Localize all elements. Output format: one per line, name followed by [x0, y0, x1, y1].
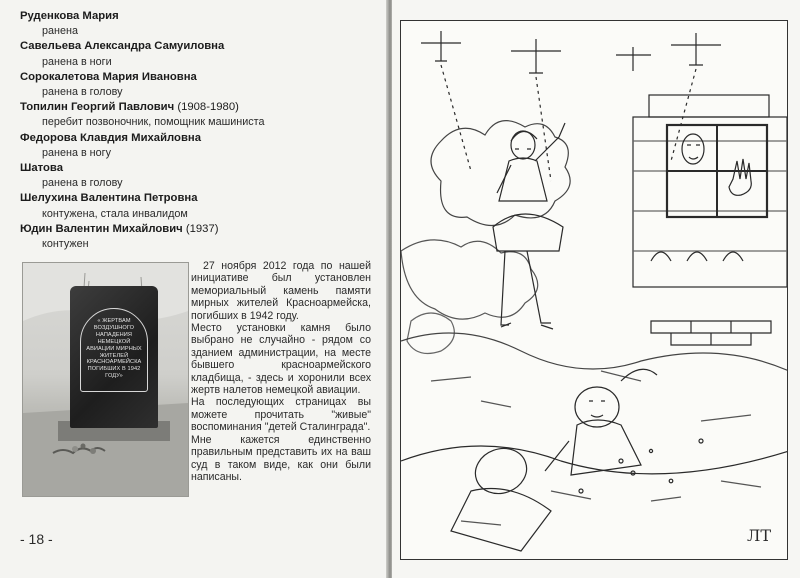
casualty-detail: ранена в голову [42, 177, 123, 190]
casualty-list [20, 9, 380, 252]
memorial-plaque: « ЖЕРТВАМ ВОЗДУШНОГО НАПАДЕНИЯ НЕМЕЦКОЙ АВИАЦИИ МИРНЫХ ЖИТЕЛЕЙ КРАСНОАРМЕЙСКА ПОГИБШИХ В 1942 ГОДУ» [80, 308, 148, 392]
casualty-name: Топилин Георгий Павлович (1908-1980) [20, 101, 239, 114]
paragraph: Мне кажется единственно правильным представить их на ваш суд в таком виде, как они были написаны. [191, 433, 371, 483]
paragraph: На последующих страницах вы можете прочитать "живые" воспоминания "детей Сталинграда". [191, 396, 371, 434]
illustration-signature [747, 526, 771, 545]
casualty-name: Юдин Валентин Михайлович (1937) [20, 222, 219, 235]
casualty-detail: ранена в ногу [42, 146, 111, 159]
casualty-name: Федорова Клавдия Михайловна [20, 131, 202, 144]
list-item [20, 100, 380, 130]
illustration-drawing [401, 21, 788, 560]
casualty-name: Руденкова Мария [20, 10, 119, 22]
list-item [20, 39, 380, 69]
article-text [191, 260, 371, 483]
casualty-name: Сорокалетова Мария Ивановна [20, 70, 197, 83]
casualty-detail: ранена в голову [42, 86, 123, 99]
list-item [20, 70, 380, 100]
casualty-detail: контужена, стала инвалидом [42, 207, 188, 220]
list-item [20, 161, 380, 191]
casualty-detail: ранена [42, 25, 78, 38]
casualty-detail: перебит позвоночник, помощник машиниста [42, 116, 265, 129]
casualty-detail: контужен [42, 238, 89, 251]
casualty-name: Шелухина Валентина Петровна [20, 192, 198, 205]
casualty-name: Савельева Александра Самуиловна [20, 40, 225, 53]
list-item [20, 9, 380, 39]
memorial-stone [70, 286, 158, 428]
page-number: - 18 - [20, 531, 53, 547]
casualty-detail: ранена в ноги [42, 55, 112, 68]
list-item [20, 131, 380, 161]
memorial-photo [22, 262, 189, 497]
casualty-name: Шатова [20, 162, 63, 175]
casualty-years: (1937) [185, 222, 219, 235]
paragraph: 27 ноября 2012 года по нашей инициативе был установлен мемориальный камень памяти мирных жителей Красноармейска, погибших в 1942 году. [191, 260, 371, 322]
paragraph: Место установки камня было выбрано не случайно - рядом со зданием администрации, на месте бывшего красноармейского кладбища, - здесь и хоронили всех жертв налетов немецкой авиации. [191, 322, 371, 397]
war-illustration [400, 20, 788, 560]
signature-text: ЛТ [747, 526, 772, 545]
left-page [0, 0, 388, 578]
casualty-years: (1908-1980) [177, 101, 239, 114]
list-item [20, 191, 380, 221]
list-item [20, 222, 380, 252]
